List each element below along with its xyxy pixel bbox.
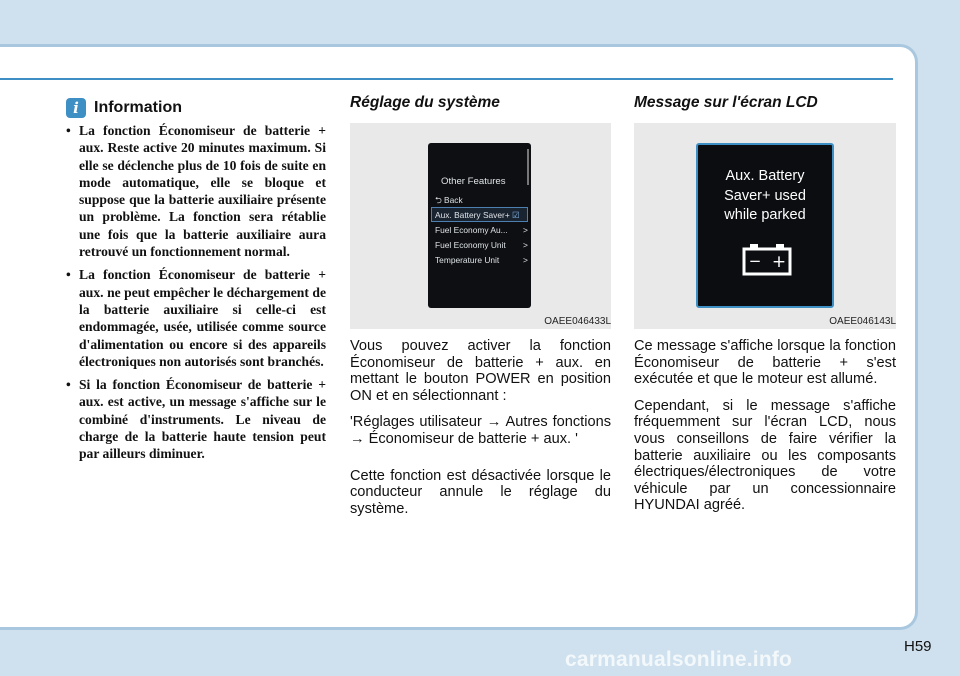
battery-minus-sign: − [748, 252, 762, 270]
menu-item-back: ⮌ Back [435, 195, 463, 205]
paragraph: Vous pouvez activer la fonction Économiseur de batterie + aux. en mettant le bouton POWER en position ON et en sélectionnant : [350, 338, 611, 404]
section-title-system-settings: Réglage du système [350, 94, 500, 111]
figure-caption: OAEE046143L [829, 316, 896, 327]
bullet-item: • La fonction Économiseur de batterie + aux. ne peut empêcher le déchargement de la batterie auxiliaire si celle-ci est endommagée, usée, utilisée comme source d'alimentation ou encore si des appareils électroniques non autorisés sont branchés. [66, 266, 326, 370]
information-heading [66, 98, 182, 118]
cluster-screen-message [696, 143, 834, 308]
menu-item-fuel-economy-unit: Fuel Economy Unit > [435, 240, 528, 250]
bullet-item: • Si la fonction Économiseur de batterie + aux. est active, un message s'affiche sur le combiné d'instruments. Le niveau de charge de la batterie haute tension peut par ailleurs diminuer. [66, 376, 326, 462]
menu-item-fuel-economy-auto: Fuel Economy Au... > [435, 225, 528, 235]
chevron-right-icon: > [523, 255, 528, 265]
message-line: Aux. Battery [725, 168, 805, 184]
chevron-right-icon: > [523, 225, 528, 235]
paragraph: Cette fonction est désactivée lorsque le conducteur annule le réglage du système. [350, 467, 611, 517]
info-icon: i [66, 98, 86, 118]
information-bullets [66, 122, 326, 469]
menu-item-temperature-unit: Temperature Unit > [435, 255, 528, 265]
scrollbar [527, 149, 529, 185]
watermark: carmanualsonline.info [565, 648, 793, 671]
checkbox-checked-icon: ☑ [512, 210, 520, 220]
information-title: Information [94, 99, 182, 116]
paragraph: Cependant, si le message s'affiche fréquemment sur l'écran LCD, nous vous conseillons de faire vérifier la batterie auxiliaire ou les composants électriques/électroniques de votre véhicule par un concessionnaire HYUNDAI agréé. [634, 397, 896, 514]
paragraph: 'Réglages utilisateur → Autres fonctions → Économiseur de batterie + aux. ' [350, 414, 611, 447]
menu-item-aux-battery-saver: Aux. Battery Saver+ ☑ [435, 210, 520, 220]
battery-plus-sign: + [771, 252, 787, 272]
lcd-message-text [698, 167, 832, 226]
system-settings-body [350, 338, 611, 527]
bullet-item: • La fonction Économiseur de batterie + aux. Reste active 20 minutes maximum. Si elle se déclenche plus de 10 fois de suite en mode automatique, elle se bloque et suppose que la batterie auxiliaire présente un problème. La fonction sera rétablie une fois que la batterie auxiliaire aura retrouvé un fonctionnement normal. [66, 122, 326, 260]
section-title-lcd-message: Message sur l'écran LCD [634, 94, 818, 111]
cluster-screen-settings [428, 143, 531, 308]
figure-caption: OAEE046433L [544, 316, 611, 327]
message-line: while parked [724, 207, 806, 223]
message-line: Saver+ used [724, 187, 806, 204]
paragraph: Ce message s'affiche lorsque la fonction Économiseur de batterie + s'est exécutée et que le moteur est allumé. [634, 338, 896, 388]
screen-header: Other Features [441, 176, 506, 187]
back-arrow-icon: ⮌ [435, 195, 442, 205]
header-rule [0, 78, 893, 80]
page-number: H59 [904, 638, 932, 655]
battery-icon [742, 242, 792, 276]
lcd-message-body [634, 338, 896, 524]
chevron-right-icon: > [523, 240, 528, 250]
